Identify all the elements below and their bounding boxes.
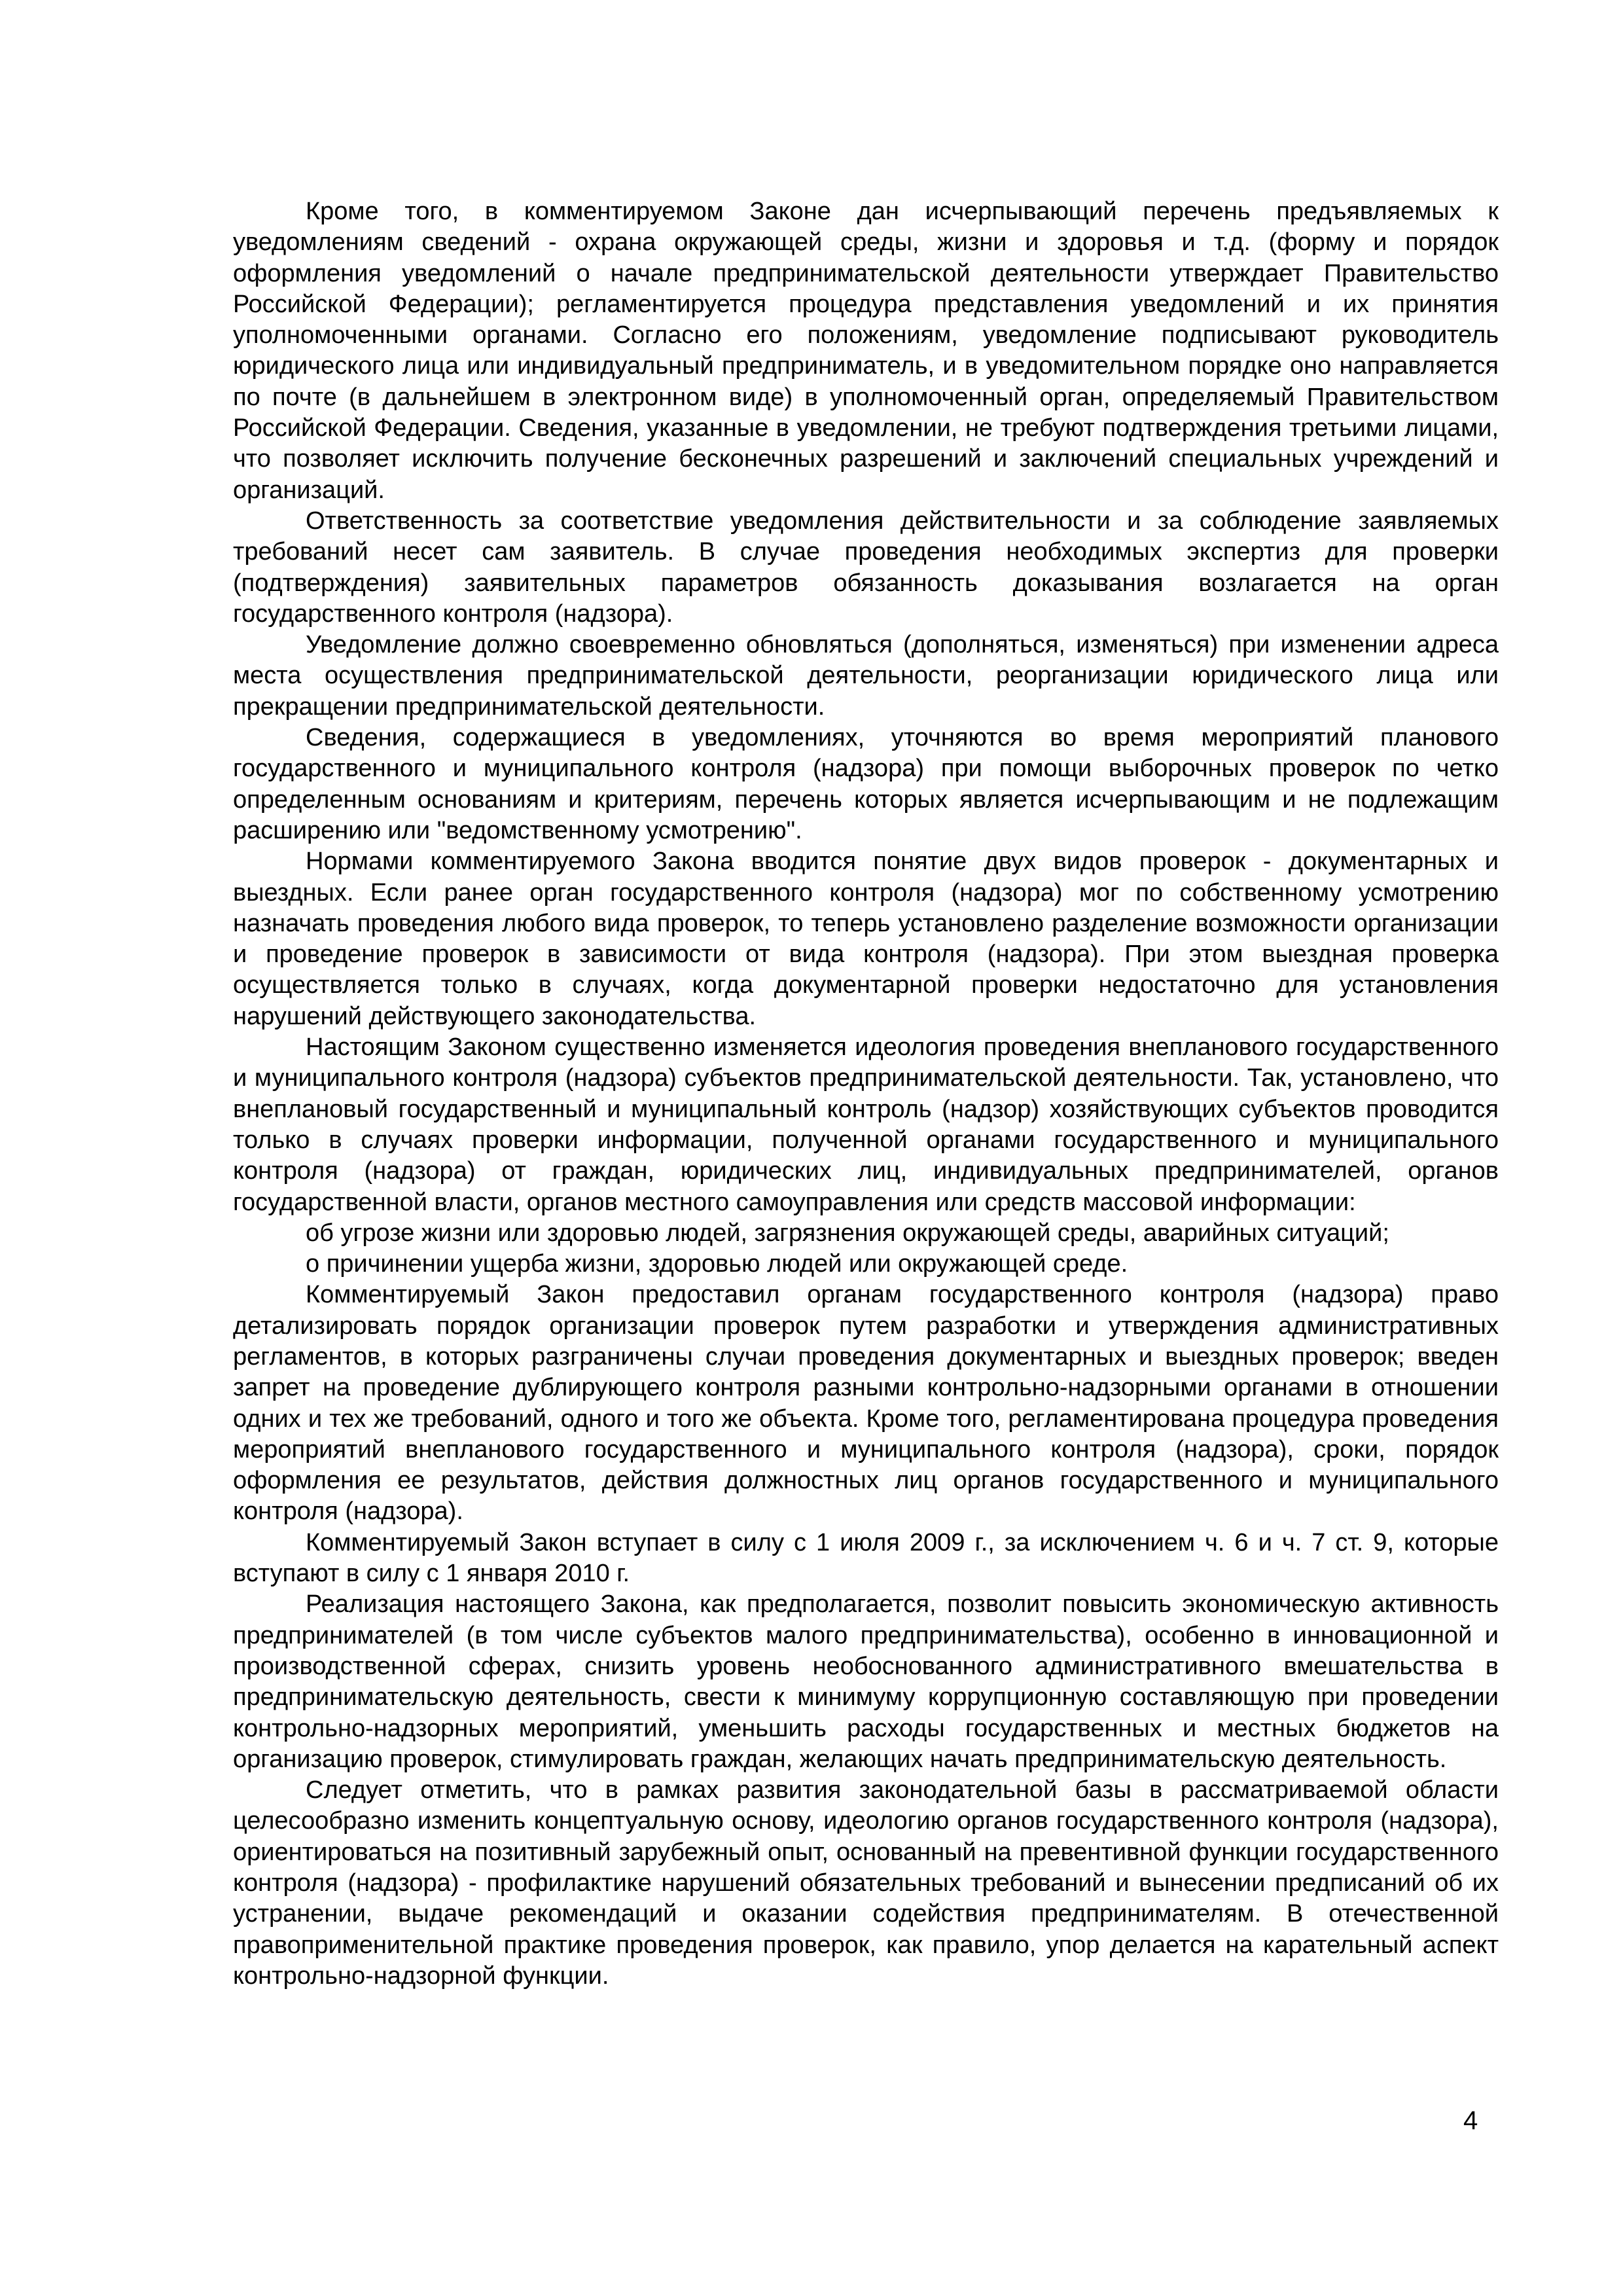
paragraph-effective-date: Комментируемый Закон вступает в силу с 1 июля 2009 г., за исключением ч. 6 и ч. 7 ст. 9, которые вступают в силу с 1 января 2010 г. xyxy=(233,1528,1499,1588)
paragraph-notification-update: Уведомление должно своевременно обновляться (дополняться, изменяться) при изменении адреса места осуществления предпринимательской деятельности, реорганизации юридического лица или прекращении предпринимательской деятельности. xyxy=(233,631,1499,721)
list-item-threat: об угрозе жизни или здоровью людей, загрязнения окружающей среды, аварийных ситуаций; xyxy=(306,1219,1389,1247)
paragraph-notification-info: Кроме того, в комментируемом Законе дан исчерпывающий перечень предъявляемых к уведомлениям сведений - охрана окружающей среды, жизни и здоровья и т.д. (форму и порядок оформления уведомлений о начале предпринимательской деятельности утверждает Правительство Российской Федерации); регламентируется процедура представления уведомлений и их принятия уполномоченными органами. Согласно его положениям, уведомление подписывают руководитель юридического лица или индивидуальный предприниматель, и в уведомительном порядке оно направляется по почте (в дальнейшем в электронном виде) в уполномоченный орган, определяемый Правительством Российской Федерации. Сведения, указанные в уведомлении, не требуют подтверждения третьими лицами, что позволяет исключить получение бесконечных разрешений и заключений специальных учреждений и организаций. xyxy=(233,198,1499,504)
paragraph-unplanned-control: Настоящим Законом существенно изменяется идеология проведения внепланового государственного и муниципального контроля (надзора) субъектов предпринимательской деятельности. Так, установлено, что внеплановый государственный и муниципальный контроль (надзор) хозяйствующих субъектов проводится только в случаях проверки информации, полученной органами государственного и муниципального контроля (надзора) от граждан, юридических лиц, индивидуальных предпринимателей, органов государственной власти, органов местного самоуправления или средств массовой информации: xyxy=(233,1033,1499,1216)
paragraph-implementation: Реализация настоящего Закона, как предполагается, позволит повысить экономическую активность предпринимателей (в том числе субъектов малого предпринимательства), особенно в инновационной и производственной сферах, снизить уровень необоснованного административного вмешательства в предпринимательскую деятельность, свести к минимуму коррупционную составляющую при проведении контрольно-надзорных мероприятий, уменьшить расходы государственных и местных бюджетов на организацию проверок, стимулировать граждан, желающих начать предпринимательскую деятельность. xyxy=(233,1590,1499,1773)
paragraph-conclusion: Следует отметить, что в рамках развития законодательной базы в рассматриваемой области целесообразно изменить концептуальную основу, идеологию органов государственного контроля (надзора), ориентироваться на позитивный зарубежный опыт, основанный на превентивной функции государственного контроля (надзора) - профилактике нарушений обязательных требований и вынесении предписаний об их устранении, выдаче рекомендаций и оказании содействия предпринимателям. В отечественной правоприменительной практике проведения проверок, как правило, упор делается на карательный аспект контрольно-надзорной функции. xyxy=(233,1776,1499,1990)
paragraph-inspection-types: Нормами комментируемого Закона вводится понятие двух видов проверок - документарных и выездных. Если ранее орган государственного контроля (надзора) мог по собственному усмотрению назначать проведения любого вида проверок, то теперь установлено разделение возможности организации и проведение проверок в зависимости от вида контроля (надзора). При этом выездная проверка осуществляется только в случаях, когда документарной проверки недостаточно для установления нарушений действующего законодательства. xyxy=(233,848,1499,1030)
document-body xyxy=(233,196,1499,1992)
page-number: 4 xyxy=(1463,2106,1478,2135)
paragraph-planned-control: Сведения, содержащиеся в уведомлениях, уточняются во время мероприятий планового государственного и муниципального контроля (надзора) при помощи выборочных проверок по четко определенным основаниям и критериям, перечень которых является исчерпывающим и не подлежащим расширению или "ведомственному усмотрению". xyxy=(233,724,1499,844)
paragraph-regulations: Комментируемый Закон предоставил органам государственного контроля (надзора) право детализировать порядок организации проверок путем разработки и утверждения административных регламентов, в которых разграничены случаи проведения документарных и выездных проверок; введен запрет на проведение дублирующего контроля разными контрольно-надзорными органами в отношении одних и тех же требований, одного и того же объекта. Кроме того, регламентирована процедура проведения мероприятий внепланового государственного и муниципального контроля (надзора), сроки, порядок оформления ее результатов, действия должностных лиц органов государственного и муниципального контроля (надзора). xyxy=(233,1281,1499,1526)
paragraph-responsibility: Ответственность за соответствие уведомления действительности и за соблюдение заявляемых требований несет сам заявитель. В случае проведения необходимых экспертиз для проверки (подтверждения) заявительных параметров обязанность доказывания возлагается на орган государственного контроля (надзора). xyxy=(233,507,1499,628)
list-item-damage: о причинении ущерба жизни, здоровью людей или окружающей среде. xyxy=(306,1250,1128,1278)
